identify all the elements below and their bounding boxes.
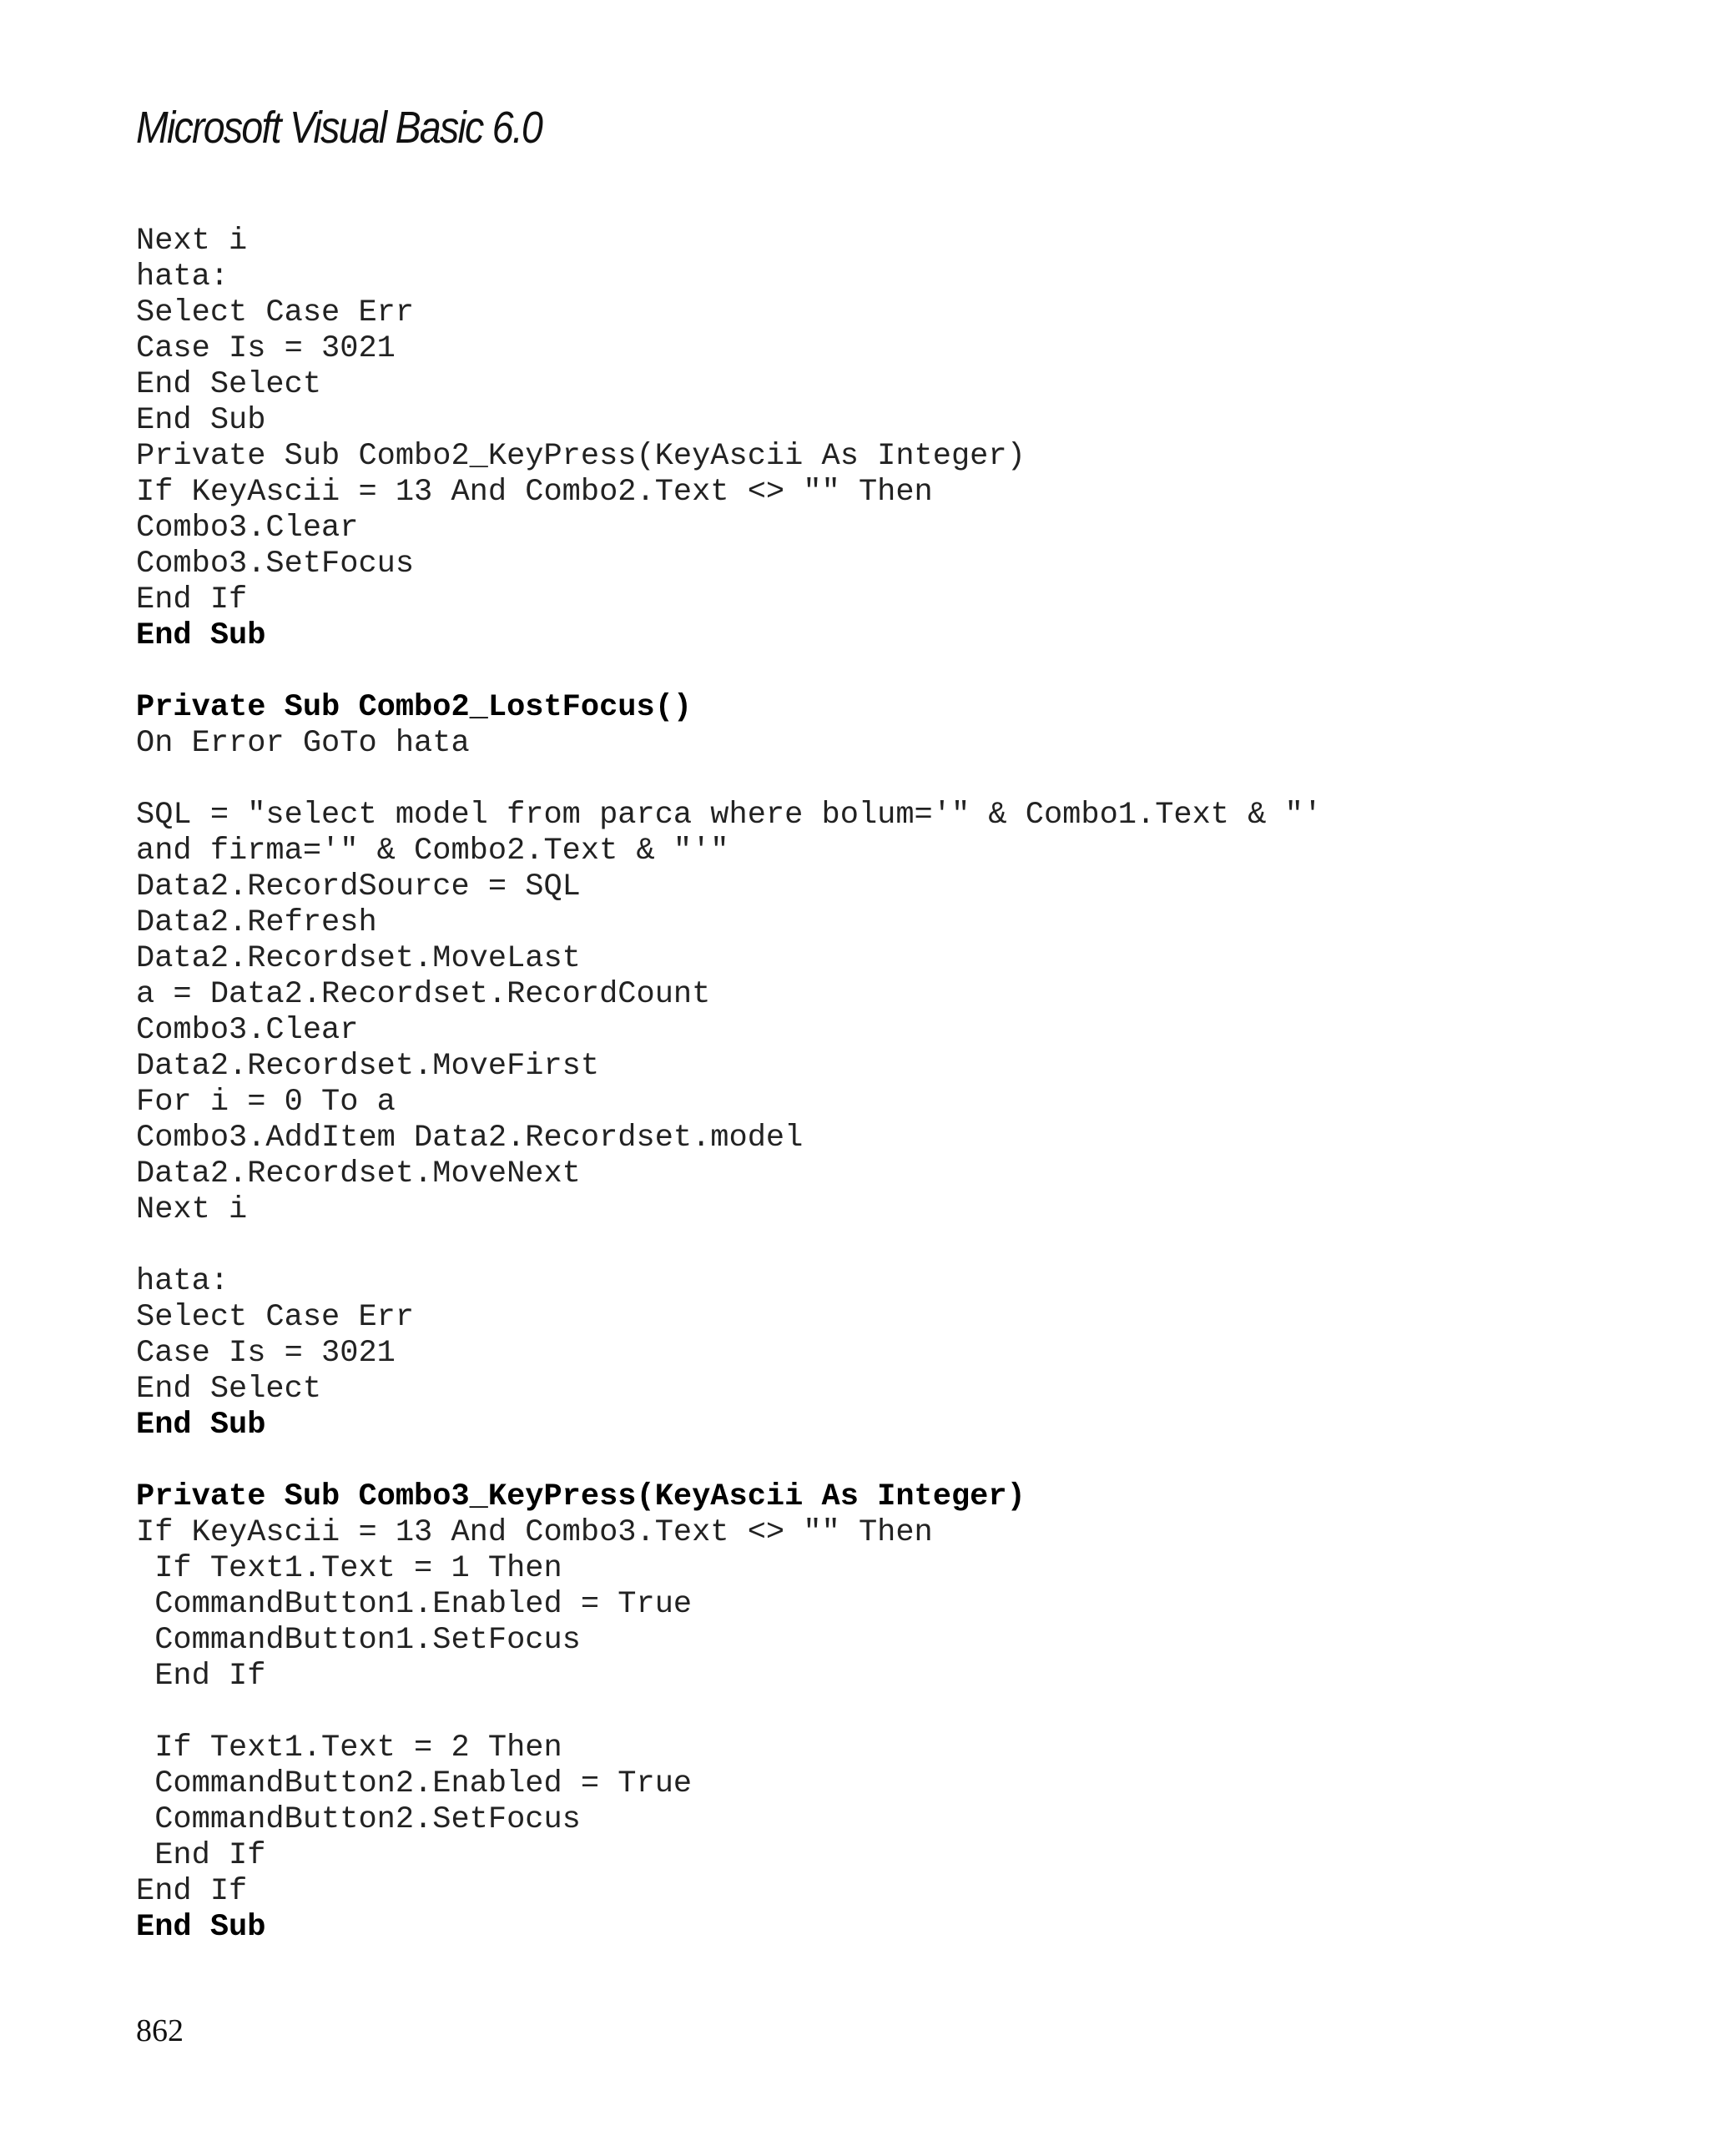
code-line: Data2.RecordSource = SQL xyxy=(136,869,581,904)
code-blank-line xyxy=(136,762,1638,798)
code-line: If KeyAscii = 13 And Combo2.Text <> "" Then xyxy=(136,475,933,510)
code-line: Combo3.SetFocus xyxy=(136,547,415,582)
code-line: Data2.Refresh xyxy=(136,905,377,940)
code-line: Combo3.Clear xyxy=(136,511,359,546)
code-blank-line xyxy=(136,654,1638,690)
code-line: End If xyxy=(136,1838,266,1873)
code-line: hata: xyxy=(136,1264,229,1299)
code-line: On Error GoTo hata xyxy=(136,726,470,761)
code-line: CommandButton2.Enabled = True xyxy=(136,1766,693,1801)
code-line: For i = 0 To a xyxy=(136,1085,396,1120)
code-line: End Sub xyxy=(136,403,266,438)
code-line: End If xyxy=(136,1659,266,1694)
code-line: If Text1.Text = 1 Then xyxy=(136,1551,562,1586)
code-line: Combo3.AddItem Data2.Recordset.model xyxy=(136,1121,804,1156)
code-line: End If xyxy=(136,1874,248,1909)
code-blank-line xyxy=(136,1443,1638,1479)
code-line: Case Is = 3021 xyxy=(136,1336,396,1371)
code-line: Select Case Err xyxy=(136,1300,415,1335)
code-line: If KeyAscii = 13 And Combo3.Text <> "" Then xyxy=(136,1515,933,1550)
code-line: Private Sub Combo2_KeyPress(KeyAscii As Integer) xyxy=(136,439,1026,474)
code-line: Select Case Err xyxy=(136,295,415,330)
code-line: Combo3.Clear xyxy=(136,1013,359,1048)
code-line: Next i xyxy=(136,224,248,259)
code-line: End Sub xyxy=(136,1910,266,1945)
code-line: SQL = "select model from parca where bolum='" & Combo1.Text & "' xyxy=(136,798,1323,833)
code-line: End Select xyxy=(136,367,322,402)
code-blank-line xyxy=(136,1695,1638,1730)
code-line: Private Sub Combo2_LostFocus() xyxy=(136,690,693,725)
code-line: End Select xyxy=(136,1372,322,1407)
code-line: CommandButton2.SetFocus xyxy=(136,1802,581,1837)
code-blank-line xyxy=(136,1228,1638,1264)
code-line: and firma='" & Combo2.Text & "'" xyxy=(136,834,729,869)
code-line: a = Data2.Recordset.RecordCount xyxy=(136,977,711,1012)
code-listing xyxy=(136,224,1638,1946)
code-line: End Sub xyxy=(136,1408,266,1443)
page-number: 862 xyxy=(136,2013,184,2048)
code-line: Private Sub Combo3_KeyPress(KeyAscii As Integer) xyxy=(136,1479,1026,1514)
code-line: Case Is = 3021 xyxy=(136,331,396,366)
code-line: hata: xyxy=(136,259,229,295)
code-line: Next i xyxy=(136,1192,248,1227)
code-line: End If xyxy=(136,582,248,617)
page-header-title: Microsoft Visual Basic 6.0 xyxy=(136,103,542,153)
code-line: Data2.Recordset.MoveLast xyxy=(136,941,581,976)
code-line: End Sub xyxy=(136,618,266,653)
code-line: Data2.Recordset.MoveNext xyxy=(136,1156,581,1191)
code-line: If Text1.Text = 2 Then xyxy=(136,1730,562,1766)
code-line: CommandButton1.Enabled = True xyxy=(136,1587,693,1622)
code-line: Data2.Recordset.MoveFirst xyxy=(136,1049,600,1084)
code-line: CommandButton1.SetFocus xyxy=(136,1623,581,1658)
